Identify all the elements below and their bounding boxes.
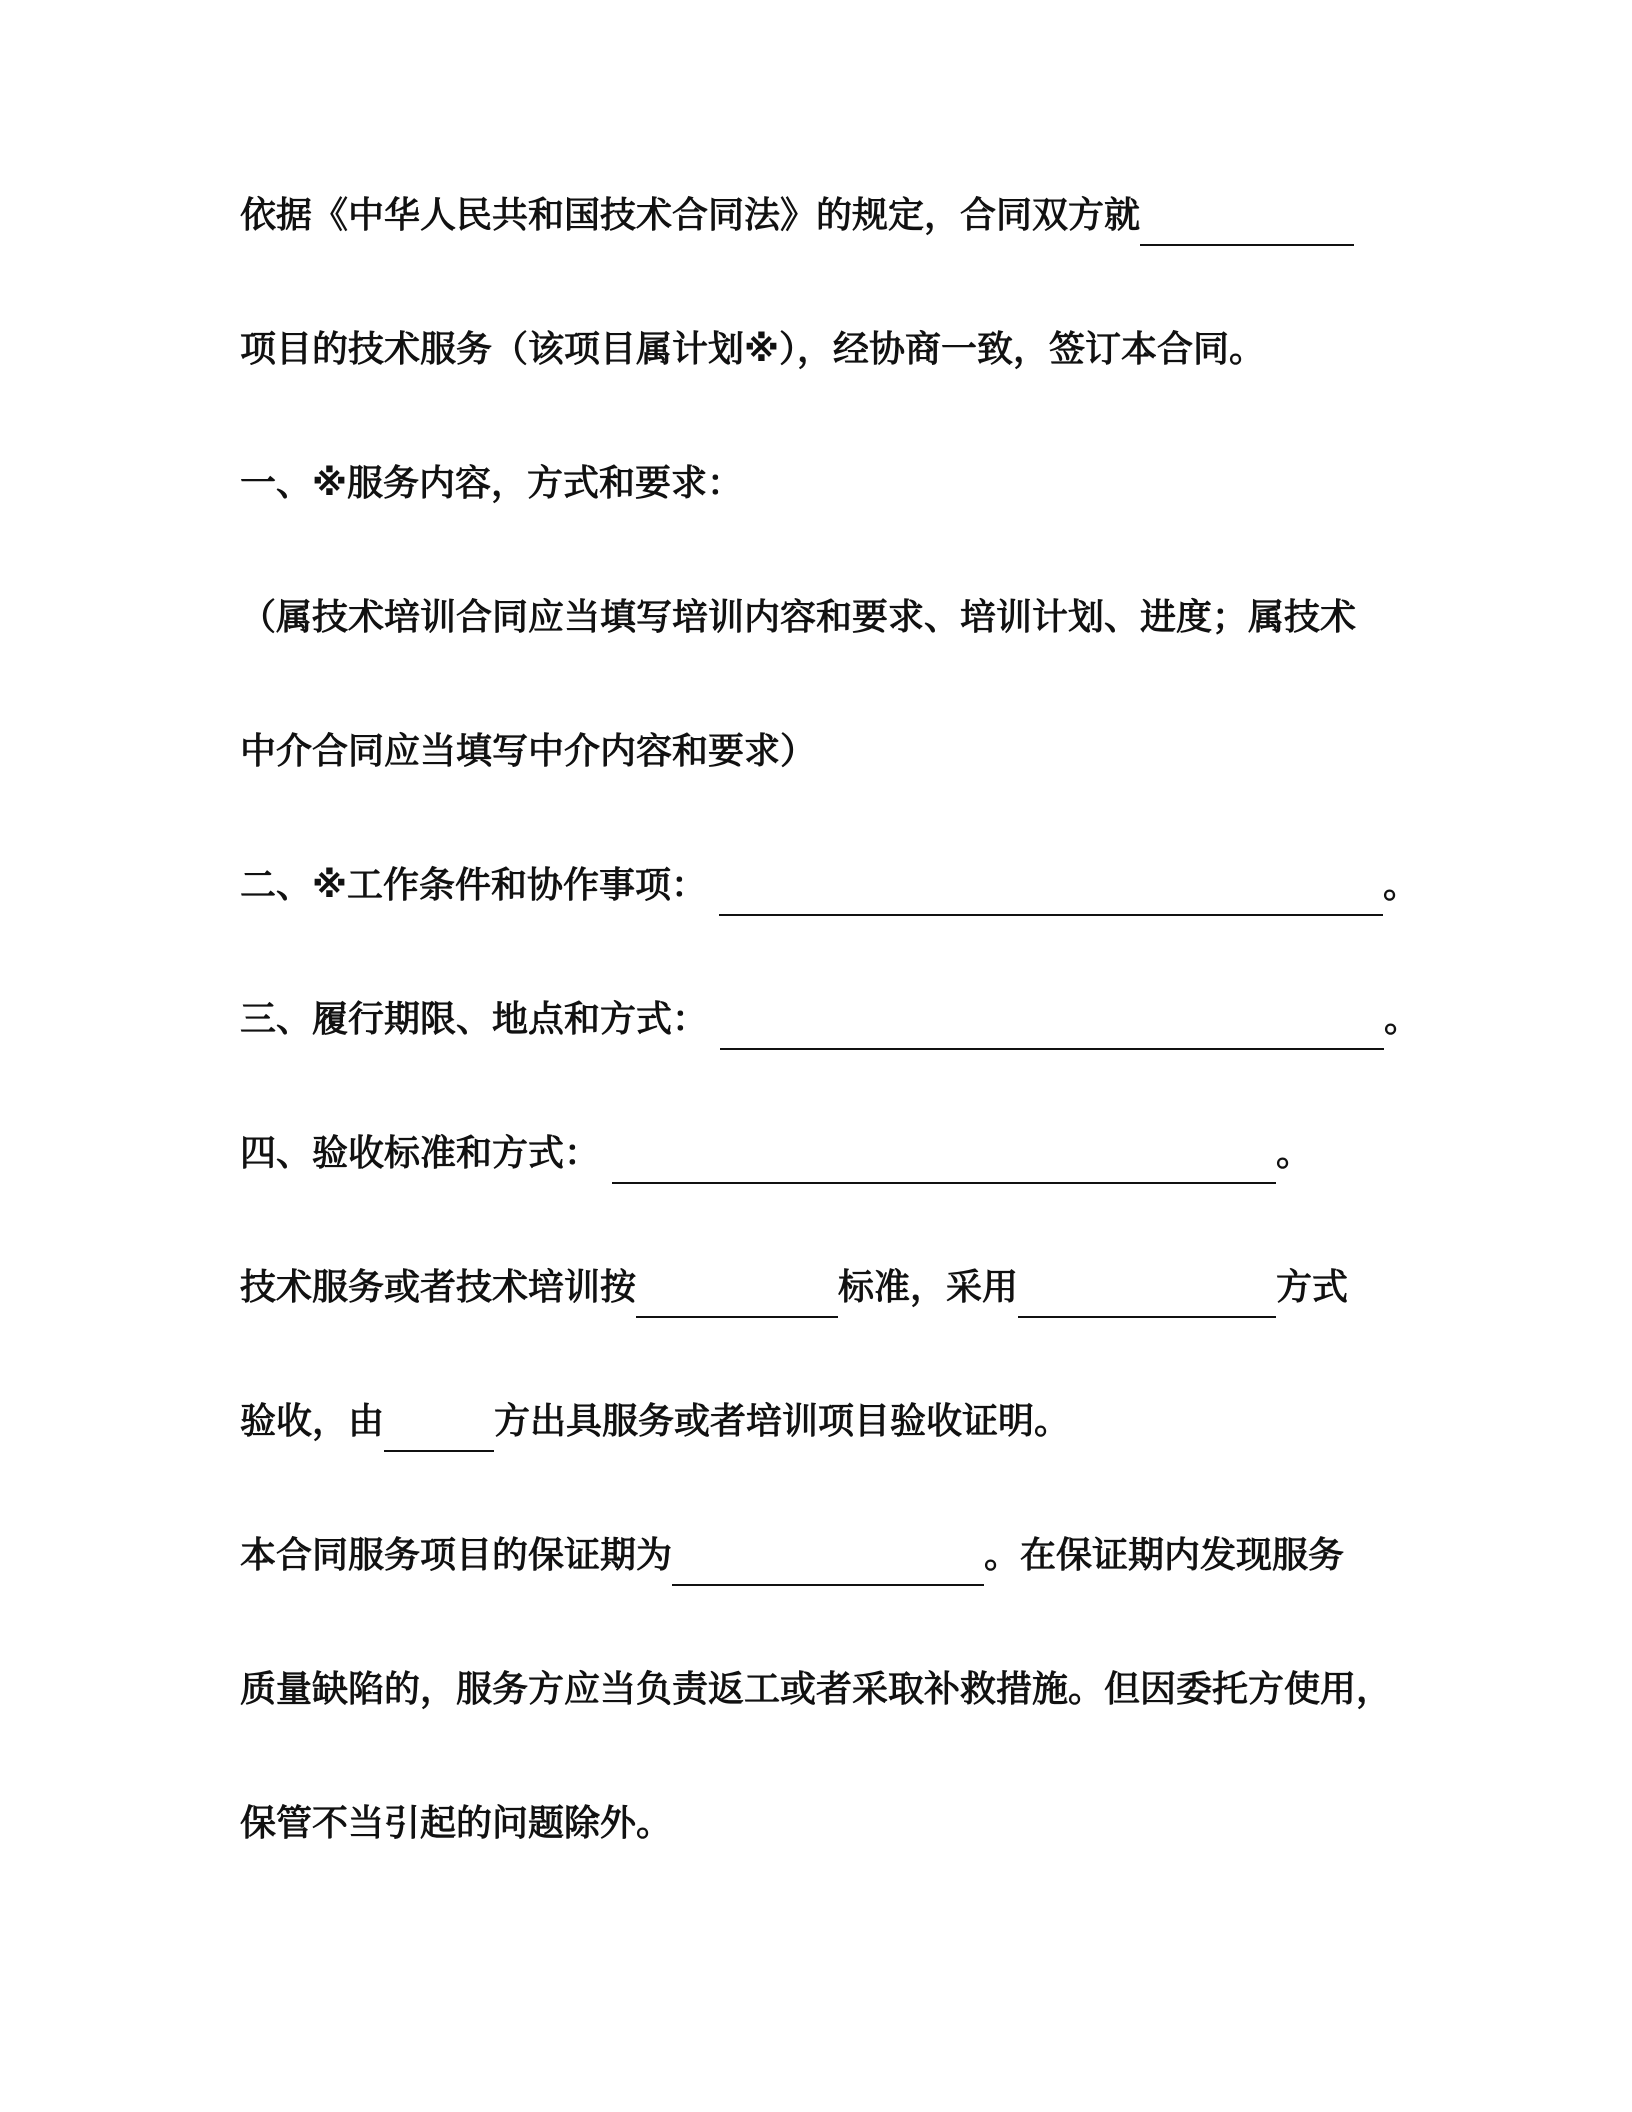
acceptance-text-d: 验收，由 <box>240 1401 385 1442</box>
section-1-note-line-1 <box>240 588 1356 648</box>
acceptance-text-a: 技术服务或者技术培训按 <box>240 1267 637 1308</box>
warranty-text-d: 保管不当引起的问题除外。 <box>240 1803 673 1844</box>
acceptance-standard-blank[interactable] <box>612 1136 1276 1184</box>
section-4-title: 四、验收标准和方式： <box>240 1133 601 1174</box>
section-3-title: 三、履行期限、地点和方式： <box>240 999 709 1040</box>
paragraph-project-line <box>240 320 1265 380</box>
section-1-note-text-1: （属技术培训合同应当填写培训内容和要求、培训计划、进度；属技术 <box>240 597 1357 638</box>
paragraph-legal-basis <box>240 186 1354 246</box>
acceptance-line-1 <box>240 1258 1348 1318</box>
warranty-text-b: 。在保证期内发现服务 <box>984 1535 1345 1576</box>
warranty-line-1 <box>240 1526 1344 1586</box>
section-2-end: 。 <box>1383 865 1420 906</box>
warranty-period-blank[interactable] <box>672 1538 984 1586</box>
section-1-heading <box>240 454 743 514</box>
warranty-text-a: 本合同服务项目的保证期为 <box>240 1535 673 1576</box>
warranty-line-2 <box>240 1660 1392 1720</box>
warranty-text-c: 质量缺陷的，服务方应当负责返工或者采取补救措施。但因委托方使用， <box>240 1669 1393 1710</box>
warranty-line-3 <box>240 1794 672 1854</box>
section-4 <box>240 1124 1312 1184</box>
acceptance-text-c: 方式 <box>1276 1267 1349 1308</box>
section-1-title: 一、※服务内容，方式和要求： <box>240 463 743 504</box>
section-1-note-line-2 <box>240 722 816 782</box>
project-text: 项目的技术服务（该项目属计划※），经协商一致，签订本合同。 <box>240 329 1265 370</box>
standard-blank[interactable] <box>636 1270 838 1318</box>
issuing-party-blank[interactable] <box>384 1404 494 1452</box>
section-2-title: 二、※工作条件和协作事项： <box>240 865 707 906</box>
section-3-end: 。 <box>1384 999 1421 1040</box>
acceptance-text-e: 方出具服务或者培训项目验收证明。 <box>494 1401 1071 1442</box>
legal-basis-text: 依据《中华人民共和国技术合同法》的规定，合同双方就 <box>240 195 1141 236</box>
work-conditions-blank[interactable] <box>719 868 1383 916</box>
method-blank[interactable] <box>1018 1270 1276 1318</box>
acceptance-text-b: 标准，采用 <box>838 1267 1019 1308</box>
section-1-note-text-2: 中介合同应当填写中介内容和要求） <box>240 731 817 772</box>
section-4-end: 。 <box>1276 1133 1313 1174</box>
performance-term-blank[interactable] <box>720 1002 1384 1050</box>
section-2 <box>240 856 1419 916</box>
section-3 <box>240 990 1420 1050</box>
project-name-blank[interactable] <box>1140 198 1354 246</box>
acceptance-line-2 <box>240 1392 1070 1452</box>
